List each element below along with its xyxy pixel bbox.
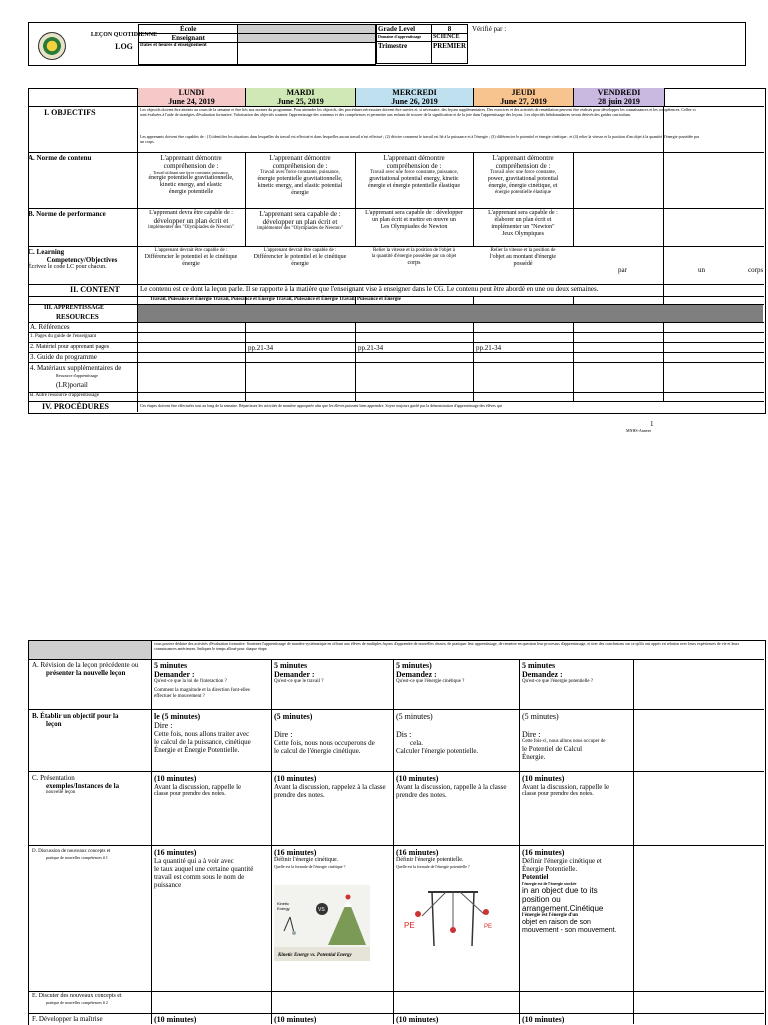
line: B. Établir un objectif pour la [32, 712, 119, 720]
line: (16 minutes) [396, 848, 439, 857]
dates-label: Dates et heures d'enseignement [139, 43, 238, 65]
line: compréhension de : [386, 162, 442, 170]
page2-gray-block [29, 641, 151, 659]
day-date: June 24, 2019 [168, 97, 215, 106]
competency-cell [474, 248, 572, 268]
lr-label: Ressource d'apprentissage [56, 373, 98, 378]
line: L'apprenant sera capable de : [488, 210, 558, 216]
day-name: VENDREDI [597, 88, 641, 97]
row-c-cell [396, 774, 518, 799]
line: énergie [291, 261, 309, 267]
resources-label-2: RESOURCES [56, 313, 99, 321]
header-title-1: LEÇON QUOTIDIENNE [90, 32, 158, 38]
ke-label: Energy [277, 906, 290, 911]
row-divider [28, 332, 764, 333]
line: Dire : [154, 721, 173, 730]
row-c-cell [274, 774, 392, 799]
row-a-cell [396, 661, 518, 685]
line: énergie, énergie cinétique, et [488, 183, 558, 189]
line: kinetic energy, and elastic [159, 182, 223, 188]
resources-label-1: III. APPRENTISSAGE [44, 305, 105, 311]
line: in an object due to its [522, 886, 598, 895]
row-f-cell: (10 minutes) [396, 1015, 439, 1024]
line: énergie [291, 190, 309, 196]
day-date: June 26, 2019 [391, 97, 438, 106]
dates-value [238, 43, 376, 65]
line: puissance [154, 881, 182, 889]
row-divider [28, 991, 764, 992]
line: Dire : [522, 730, 541, 739]
line: D. Discussion de nouveaux concepts et [32, 849, 111, 854]
day-header-vendredi [573, 88, 665, 106]
line: L'apprenant sera capable de : [259, 210, 341, 218]
line: L'apprenant devrait être capable de : [154, 248, 228, 253]
line: pratique de nouvelles compétences # 2 [46, 1000, 108, 1005]
line: énergie potentielle [168, 189, 214, 195]
domain-value: SCIENCE [431, 34, 467, 42]
day-header-jeudi [473, 88, 573, 106]
day-date: June 27, 2019 [500, 97, 547, 106]
line: L'apprenant démontre [492, 154, 554, 162]
row-b-cell [522, 712, 632, 761]
line: Définir l'énergie cinétique et [522, 857, 602, 865]
line: C. Learning [28, 248, 65, 256]
refs-label: A. Références [30, 323, 70, 331]
child [415, 911, 421, 917]
child [450, 927, 456, 933]
teacher-label: Enseignant [139, 34, 238, 43]
pendulum-line [284, 917, 290, 931]
line: Potentiel [522, 873, 549, 881]
line: l'énergie est l'énergie d'un [522, 913, 578, 918]
line: C. Présentation [32, 774, 75, 782]
competency-tail: corps [748, 266, 764, 274]
line: Calculer l'énergie potentielle. [396, 747, 479, 755]
line: développer un plan écrit et [153, 217, 229, 225]
row-d-cell [396, 848, 518, 869]
competency-cell [246, 248, 354, 268]
line: Définir l'énergie cinétique. [274, 857, 339, 863]
domain-label: Domaine d'apprentissage [377, 34, 432, 42]
col-divider [271, 659, 272, 1024]
page2-intro: vous pouvez déduire des activités d'évaluation formative. Soutenez l'apprentissage de manière systématique en offrant aux élèves de multiples façons d'apprendre de nouvelles choses, de pratiquer leur apprentissage, de remettre en question leur processus d'apprentissage, et tirer des conclusions sur ce qu'ils ont appris en relation avec leurs expériences de vie et leurs connaissances antérieures. Indiquez le temps alloué pour chaque étape. [154, 641, 740, 651]
line: l'objet au montant d'énergie [489, 254, 557, 260]
deped-seal-icon [38, 32, 66, 60]
row-f-cell: (10 minutes) [522, 1015, 565, 1024]
line: Écrivez le code LC pour chacun. [28, 264, 107, 270]
col-divider [573, 152, 574, 247]
objectives-text-1: Les objectifs doivent être atteints au cours de la semaine et être liés aux normes du programme. Pour atteindre les objectifs, des procédures nécessaires doivent être suivies et, si nécessaire, des leçons supplémentaires. Des exercices et des activités de remédiation peuvent être réalisés pour développer les connaissances et les compétences. Celles-ci sont évaluées à l'aide de stratégies d'évaluation formative. Valorisation des objectifs soutenir l'apprentissage des contenus et des compétences et permettre aux enfants de trouver de la signification et de la joie dans l'apprentissage des leçons. Les objectifs hebdomadaires seront dérivés des guides curriculum. [140, 107, 696, 117]
line: l'énergie est de l'énergie stockée [522, 881, 577, 886]
line: E. Discuter des nouveaux concepts et [32, 993, 122, 999]
col-divider [633, 659, 634, 1024]
col-divider [663, 106, 664, 402]
row-divider [28, 362, 764, 363]
school-value [238, 25, 376, 34]
line: Qu'est-ce que la loi de l'interaction ? [154, 679, 227, 684]
content-label: II. CONTENT [70, 285, 120, 294]
row-divider [28, 152, 764, 153]
competency-tail: par [618, 266, 627, 274]
swing-pole [432, 892, 434, 946]
content-std-label: A. Norme de contenu [28, 154, 92, 162]
line: Demandez : [396, 670, 437, 679]
line: énergie potentielle gravitationnelle, [148, 175, 234, 181]
line: (10 minutes) [522, 774, 565, 783]
line: possédé [513, 261, 533, 267]
row-c-cell [154, 774, 270, 798]
line: 5 minutes [154, 661, 188, 670]
line: implémenter des "Olympiades de Newton" [257, 226, 343, 231]
line: travail est comm sous le nom de [154, 873, 245, 881]
day-date: June 25, 2019 [277, 97, 324, 106]
line: énergie et énergie potentielle élastique [367, 183, 461, 189]
line: arrangement.Cinétique [522, 904, 604, 913]
line: (10 minutes) [274, 774, 317, 783]
row-divider [28, 246, 764, 247]
line: L'apprenant démontre [160, 154, 222, 162]
competency-cell [356, 248, 472, 267]
line: Travail avec une force constante, puissance, [370, 170, 458, 175]
row-divider [28, 352, 764, 353]
line: Avant la discussion, rappelle le [522, 783, 610, 791]
content-std-cell [246, 154, 354, 197]
additional-label: 4. Matériaux supplémentaires de [30, 364, 122, 372]
pe-swing-svg [400, 884, 500, 954]
line: Avant la discussion, rappelle à la classe [396, 783, 507, 791]
procedures-text: Ces étapes doivent être effectuées tout au long de la semaine. Répartissez les activités de manière appropriée afin que les élèves puissent bien apprendre. Soyez toujours guidé par la démonstration d'apprentissage des élèves qui [140, 403, 502, 408]
line: 5 minutes [522, 661, 556, 670]
line: (10 minutes) [396, 774, 439, 783]
row-c-cell [522, 774, 632, 798]
learner-material-label: 2. Matériel pour apprenant pages [30, 344, 110, 350]
line: leçon [46, 720, 62, 728]
line: un plan écrit et mettre en œuvre un [372, 217, 456, 223]
procedures-label: IV. PROCÉDURES [42, 402, 109, 411]
line: Différencier le potentiel et le cinétique [253, 254, 347, 260]
grade-value: 8 [431, 25, 467, 34]
line: 5 minutes [274, 661, 308, 670]
line: Différencier le potentiel et le cinétique [144, 254, 238, 260]
perf-std-cell [356, 210, 472, 231]
line: implémenter des "Olympiades de Newton" [148, 225, 234, 230]
day-header-lundi [137, 88, 245, 106]
teacher-value [238, 34, 376, 43]
line: Énergie et Énergie Potentielle. [154, 746, 240, 754]
row-divider [28, 709, 764, 710]
line: nouvelle leçon [46, 790, 76, 795]
line: Dire : [274, 730, 293, 739]
ke-pe-caption: Kinetic Energy vs. Potential Energy [278, 953, 352, 958]
line: L'apprenant sera capable de : développer [365, 210, 463, 216]
verified-label: Vérifié par : [472, 25, 507, 33]
row-a-label [32, 661, 150, 677]
competency-tail: un [698, 266, 705, 274]
line: (5 minutes) [522, 712, 559, 721]
line: Énergie. [522, 753, 546, 761]
row-b-cell [396, 712, 518, 755]
line: exemples/Instances de la [46, 782, 120, 790]
row-a-cell [154, 661, 270, 700]
line: le (5 minutes) [154, 712, 201, 721]
line: Cette fois, nous allons traiter avec [154, 730, 250, 738]
row-b-cell [154, 712, 270, 754]
row-d-label [32, 849, 150, 860]
day-header-mercredi [355, 88, 473, 106]
day-name: MARDI [286, 88, 315, 97]
day-name: MERCREDI [392, 88, 437, 97]
line: 5 minutes) [396, 661, 432, 670]
line: position ou [522, 895, 561, 904]
row-divider [28, 322, 764, 323]
line: Avant la discussion, rappelle le [154, 783, 242, 791]
line: prendre des notes. [396, 791, 447, 799]
line: objet en raison de son [522, 919, 591, 926]
page2-frame [28, 640, 766, 1025]
line: Quelle est la formule de l'énergie potentielle ? [396, 864, 470, 869]
col-divider [151, 640, 152, 1024]
line: Qu'est-ce que l'énergie potentielle ? [522, 679, 594, 684]
line: L'apprenant devrait être capable de : [263, 248, 337, 253]
col-divider [393, 659, 394, 1024]
ke-pe-svg [274, 885, 370, 961]
ke-label: Kinetic [277, 901, 290, 906]
line: (16 minutes) [522, 848, 565, 857]
page-number: 1 [650, 420, 654, 428]
line: le calcul de la puissance, cinétique [154, 738, 251, 746]
pe-label: PE [484, 924, 493, 930]
line: (5 minutes) [396, 712, 433, 721]
perf-std-cell [474, 210, 572, 238]
pendulum-line [290, 917, 294, 933]
teacher-guide-label: 1. Pages du guide de l'enseignant [30, 334, 97, 339]
competency-label [28, 248, 136, 271]
line: Cette fois, nous nous occuperons de [274, 739, 375, 747]
resources-gray-bar [138, 305, 763, 322]
row-divider [28, 208, 764, 209]
day-date: 28 juin 2019 [598, 97, 640, 106]
line: compréhension de : [272, 162, 328, 170]
kinetic-potential-illustration [274, 885, 370, 961]
line: Competency/Objectives [46, 256, 118, 264]
header-right-table [376, 24, 468, 64]
pages-value: pp.21-34 [476, 344, 502, 352]
line: L'apprenant devra être capable de : [149, 210, 233, 216]
day-header-mardi [245, 88, 355, 106]
quarter-label: Trimestre [377, 42, 432, 64]
line: développer un plan écrit et [262, 218, 338, 226]
content-text: Le contenu est ce dont la leçon parle. Il se rapporte à la matière que l'enseignant vise à enseigner dans le CG. Le contenu peut être abordé en une ou deux semaines. [140, 285, 599, 293]
row-divider [28, 659, 764, 660]
line: prendre des notes. [274, 791, 325, 799]
perf-std-cell [246, 210, 354, 232]
line: Travail avec une force constante, [489, 170, 557, 175]
perf-std-label: B. Norme de performance [28, 210, 106, 218]
row-divider [28, 401, 764, 402]
day-name: JEUDI [511, 88, 536, 97]
child [483, 909, 489, 915]
line: mouvement - son mouvement. [522, 927, 617, 934]
line: La quantité qui a à voir avec [154, 857, 234, 865]
competency-cell [138, 248, 244, 268]
line: (10 minutes) [154, 774, 197, 783]
line: compréhension de : [495, 162, 551, 170]
line: gravitational potential energy, kinetic [369, 176, 459, 182]
line: Qu'est-ce que le travail ? [274, 679, 324, 684]
row-divider [28, 392, 764, 393]
line: Avant la discussion, rappelez à la classe [274, 783, 386, 791]
pe-label: PE [404, 921, 415, 930]
line: Les Olympiades de Newton [380, 224, 448, 230]
line: A. Révision de la leçon précédente ou [32, 661, 139, 669]
line: L'apprenant démontre [269, 154, 331, 162]
line: la quantité d'énergie possédée par un objet [371, 254, 457, 259]
row-d-cell [154, 848, 270, 889]
line: compréhension de : [163, 162, 219, 170]
line: Cette fois-ci, nous allons nous occuper de [522, 739, 606, 744]
row-d-cell [522, 848, 632, 935]
row-b-cell [274, 712, 392, 755]
line: le Potentiel de Calcul [522, 745, 583, 753]
col-divider [519, 659, 520, 1024]
content-std-cell [138, 154, 244, 196]
header-left-table [138, 24, 376, 65]
line: kinetic energy, and elastic potential [257, 183, 343, 189]
line: énergie potentielle gravitationnelle, [257, 176, 343, 182]
ball-on-mountain [346, 895, 351, 900]
line: Demandez : [522, 670, 563, 679]
pages-value: pp.21-34 [358, 344, 384, 352]
line: effectuer le mouvement ? [154, 694, 205, 699]
line: Relier la vitesse et la position de l'objet à [373, 248, 455, 253]
swing-rope [460, 892, 484, 914]
content-std-cell [474, 154, 572, 196]
row-e-label [32, 993, 150, 1005]
line: implémenter un "Newton" [491, 224, 555, 230]
line: Quelle est la formule de l'énergie cinétique ? [274, 864, 346, 869]
line: Demander : [274, 670, 315, 679]
row-b-label [32, 712, 150, 728]
row-a-cell [274, 661, 392, 685]
line: (16 minutes) [154, 848, 197, 857]
textbook-label: 3. Guide du programme [30, 353, 97, 361]
line: le taux auquel une certaine quantité [154, 865, 254, 873]
line: élaborer un plan écrit et [494, 217, 552, 223]
line: (5 minutes) [274, 712, 313, 721]
line: pratique de nouvelles compétences # 1 [46, 855, 108, 860]
pendulum-bob [292, 931, 296, 935]
line: Qu'est-ce que l'énergie cinétique ? [396, 679, 465, 684]
day-name: LUNDI [178, 88, 205, 97]
line: Relier la vitesse et la position de [490, 248, 556, 253]
line: (16 minutes) [274, 848, 317, 857]
line: Demander : [154, 670, 195, 679]
row-d-cell [274, 848, 392, 869]
school-label: École [139, 25, 238, 34]
line: le calcul de l'énergie cinétique. [274, 747, 361, 755]
row-f-cell: (10 minutes) [274, 1015, 317, 1024]
line: classe pour prendre des notes. [154, 791, 226, 797]
line: Travail avec force constante, puissance, [260, 170, 340, 175]
row-a-cell [522, 661, 632, 685]
row-divider [28, 845, 764, 846]
pages-value: pp.21-34 [248, 344, 274, 352]
line: power, gravitational potential [487, 176, 559, 182]
line: L'apprenant démontre [383, 154, 445, 162]
line: Énergie Potentielle. [522, 865, 578, 873]
row-divider [28, 771, 764, 772]
objectives-label: I. OBJECTIFS [44, 108, 96, 117]
vs-label: VS [318, 907, 325, 913]
swing-rope [422, 892, 446, 916]
line: énergie potentielle élastique [495, 190, 551, 195]
header-title-2: LOG [115, 42, 133, 51]
row-divider [28, 342, 764, 343]
content-std-cell [356, 154, 472, 190]
potential-energy-illustration [400, 884, 500, 954]
grade-label: Grade Level [377, 25, 432, 34]
row-f-label: F. Développer la maîtrise [32, 1015, 103, 1023]
line: Travail utilisant une force constante, puissance, [153, 170, 229, 175]
line: classe pour prendre des notes. [522, 791, 594, 797]
row-divider [28, 1013, 764, 1014]
line: Dis : [396, 730, 412, 739]
line: Comment la magnitude et la direction font-elles [154, 688, 250, 693]
line: Jeux Olympiques [502, 231, 544, 237]
line: Définir l'énergie potentielle. [396, 857, 464, 863]
mountain-peak [344, 899, 352, 907]
line: énergie [182, 261, 200, 267]
line: corps [407, 260, 421, 266]
quarter-value: PREMIER [431, 42, 467, 64]
line: cela. [410, 739, 424, 747]
objectives-text-2: Les apprenants doivent être capables de : (1) identifier les situations dans lesquelles du travail est effectué et dans lesquelles aucun travail n'est effectué ; (2) décrire comment le travail est lié à la puissance et à l'énergie ; (3) différencier le potentiel et énergie cinétique ; et (4) relier la vitesse et la position d'un objet à la quantité d'énergie possédée par un corps. [140, 134, 700, 144]
footer-code: MNHS-Annexe [626, 428, 652, 433]
content-topics: Travail, Puissance et Énergie Travail, Puissance et Énergie Travail, Puissance et Énergie Travail, Puissance et Énergie [150, 297, 401, 302]
row-f-cell: (10 minutes) [154, 1015, 197, 1024]
perf-std-cell [138, 210, 244, 231]
row-c-label [32, 774, 150, 796]
other-resource-label: B. Autre ressource d'apprentissage [30, 393, 99, 398]
lr-portal-label: (LR)portail [56, 381, 88, 389]
swing-pole [472, 892, 474, 946]
line: présenter la nouvelle leçon [46, 669, 126, 677]
